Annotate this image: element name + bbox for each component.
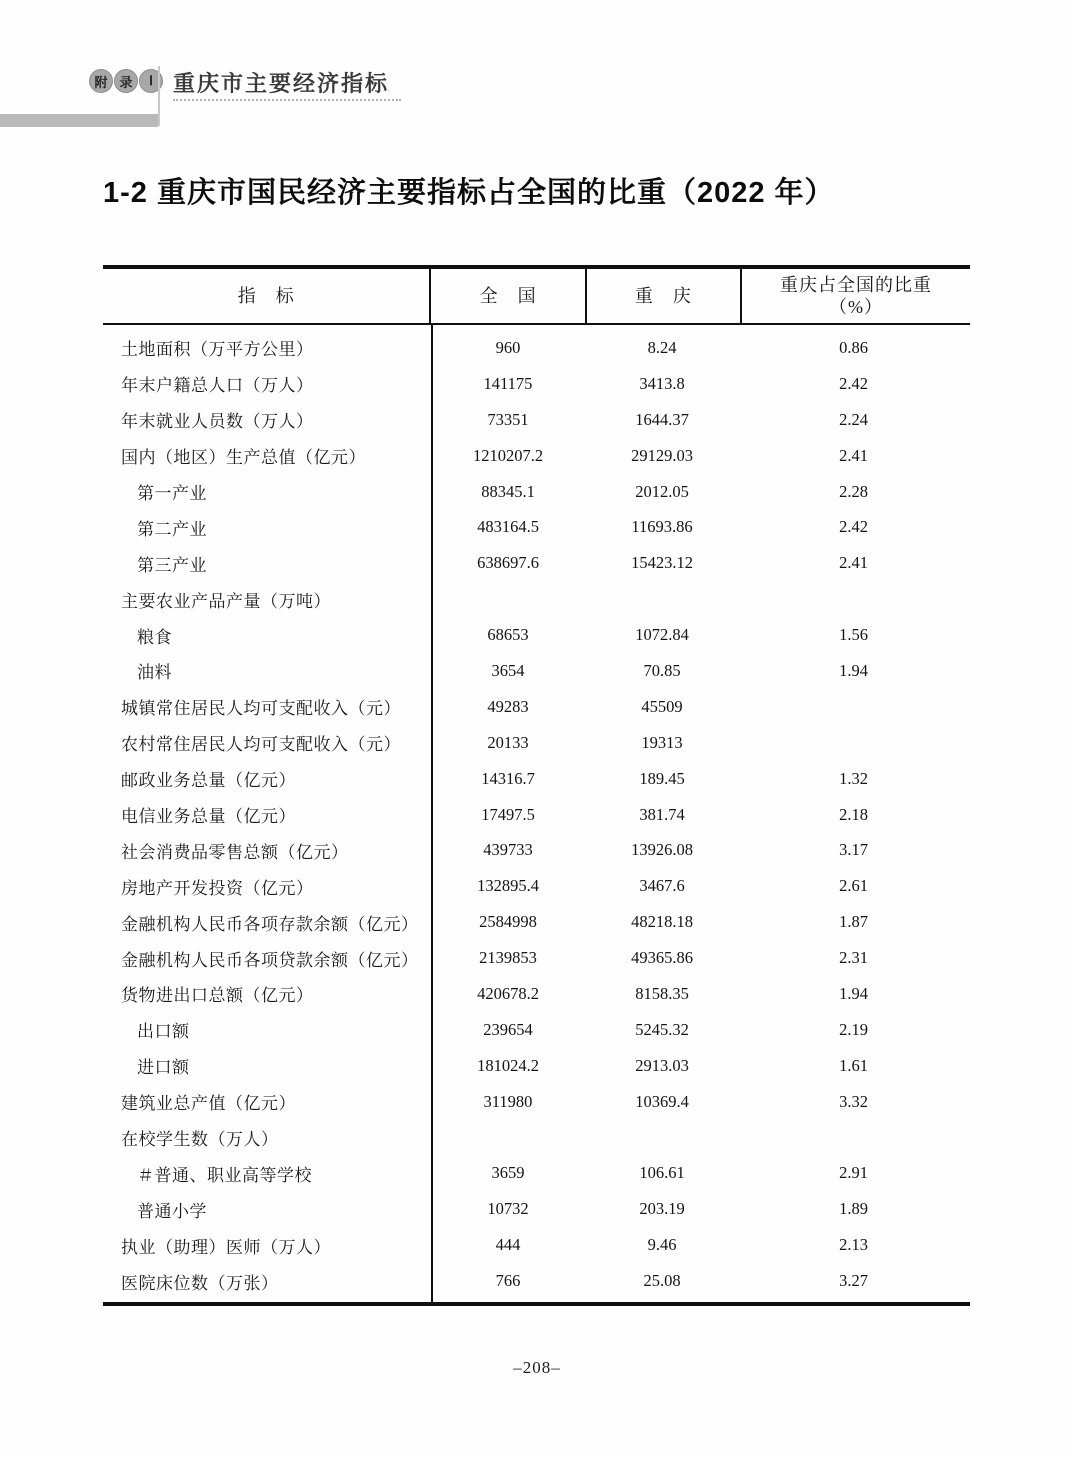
row-national-value: 1210207.2 [472, 445, 544, 465]
row-national-value: 68653 [487, 625, 529, 645]
row-national-value: 3654 [491, 660, 525, 680]
row-chongqing-value: 15423.12 [631, 553, 693, 573]
row-share-value: 2.13 [839, 1235, 868, 1255]
row-national-value: 49283 [487, 696, 529, 716]
column-header-label: 重 庆 [634, 285, 692, 306]
table-row [103, 653, 970, 689]
badge-circle-icon: 附 [89, 69, 113, 93]
row-indicator-label: 执业（助理）医师（万人） [121, 1237, 331, 1257]
table-body-divider [431, 325, 433, 1302]
row-chongqing-value: 189.45 [639, 768, 685, 788]
row-indicator-label: 主要农业产品产量（万吨） [121, 591, 331, 611]
row-national-value: 420678.2 [477, 983, 539, 1003]
row-share-value: 2.42 [839, 373, 868, 393]
row-chongqing-value: 9.46 [647, 1235, 677, 1255]
table-row [103, 1191, 970, 1227]
row-national-value: 960 [495, 337, 521, 357]
row-national-value: 3659 [491, 1163, 525, 1183]
row-national-value: 141175 [483, 373, 533, 393]
row-indicator-label: 国内（地区）生产总值（亿元） [121, 448, 366, 468]
row-chongqing-value: 203.19 [639, 1199, 685, 1219]
row-chongqing-value: 8158.35 [635, 983, 689, 1003]
row-national-value: 483164.5 [477, 517, 539, 537]
row-indicator-label: 电信业务总量（亿元） [121, 807, 296, 827]
table-row [103, 940, 970, 976]
row-chongqing-value: 70.85 [643, 660, 681, 680]
column-header-label: 指 标 [237, 285, 295, 306]
row-share-value: 2.42 [839, 517, 868, 537]
row-indicator-label: 年末户籍总人口（万人） [121, 376, 314, 396]
row-indicator-label: 金融机构人民币各项存款余额（亿元） [121, 914, 419, 934]
row-share-value: 1.94 [839, 660, 868, 680]
row-indicator-label: 建筑业总产值（亿元） [121, 1094, 296, 1114]
row-share-value: 2.41 [839, 445, 868, 465]
row-indicator-label: 在校学生数（万人） [121, 1130, 279, 1150]
row-chongqing-value: 13926.08 [631, 840, 693, 860]
row-national-value: 239654 [483, 1019, 533, 1039]
row-share-value: 1.56 [839, 625, 868, 645]
row-national-value: 181024.2 [477, 1055, 539, 1075]
row-indicator-label: 医院床位数（万张） [121, 1273, 279, 1293]
table-row [103, 1155, 970, 1191]
row-indicator-label: 土地面积（万平方公里） [121, 340, 314, 360]
row-chongqing-value: 5245.32 [635, 1019, 689, 1039]
row-national-value: 10732 [487, 1199, 529, 1219]
row-national-value: 311980 [483, 1091, 533, 1111]
row-share-value: 1.87 [839, 912, 868, 932]
row-chongqing-value: 2012.05 [635, 481, 689, 501]
row-share-value: 2.24 [839, 409, 868, 429]
page-number: –208– [513, 1358, 561, 1377]
row-chongqing-value: 3467.6 [639, 876, 685, 896]
row-indicator-label: 农村常住居民人均可支配收入（元） [121, 735, 401, 755]
table-row [103, 725, 970, 761]
row-chongqing-value: 19313 [641, 732, 683, 752]
column-header-chongqing [587, 269, 742, 323]
table-row [103, 617, 970, 653]
section-title: 重庆市主要经济指标 [173, 71, 390, 96]
row-indicator-label: 社会消费品零售总额（亿元） [121, 842, 349, 862]
column-header-national [431, 269, 586, 323]
row-share-value: 2.19 [839, 1019, 868, 1039]
table-row [103, 1227, 970, 1263]
row-indicator-label: 货物进出口总额（亿元） [121, 986, 314, 1006]
table-row [103, 976, 970, 1012]
row-national-value: 17497.5 [481, 804, 535, 824]
row-chongqing-value: 45509 [641, 696, 683, 716]
row-chongqing-value: 2913.03 [635, 1055, 689, 1075]
row-share-value: 1.89 [839, 1199, 868, 1219]
row-indicator-label: 进口额 [137, 1058, 190, 1078]
row-indicator-label: 第一产业 [137, 484, 207, 503]
section-title-underline [173, 99, 401, 101]
table-row [103, 1120, 970, 1156]
row-indicator-label: 城镇常住居民人均可支配收入（元） [121, 699, 401, 719]
row-share-value: 2.18 [839, 804, 868, 824]
row-national-value: 638697.6 [477, 553, 539, 573]
page-title: 1-2 重庆市国民经济主要指标占全国的比重（2022 年） [103, 177, 835, 209]
row-chongqing-value: 25.08 [643, 1271, 681, 1291]
table-row [103, 797, 970, 833]
table-row [103, 1048, 970, 1084]
row-national-value: 132895.4 [477, 876, 539, 896]
row-chongqing-value: 49365.86 [631, 948, 693, 968]
row-chongqing-value: 10369.4 [635, 1091, 689, 1111]
table-body [103, 325, 970, 1302]
row-share-value: 2.91 [839, 1163, 868, 1183]
table-row [103, 545, 970, 581]
row-chongqing-value: 3413.8 [639, 373, 685, 393]
table-row [103, 1012, 970, 1048]
table-row [103, 438, 970, 474]
row-indicator-label: 出口额 [137, 1022, 190, 1042]
column-header-label: （%） [829, 297, 884, 317]
statistics-table [103, 265, 970, 1306]
row-chongqing-value: 48218.18 [631, 912, 693, 932]
badge-circle-icon: Ⅰ [139, 69, 163, 93]
row-indicator-label: 金融机构人民币各项贷款余额（亿元） [121, 950, 419, 970]
row-indicator-label: 油料 [137, 663, 172, 683]
row-chongqing-value: 381.74 [639, 804, 685, 824]
row-national-value: 439733 [483, 840, 533, 860]
row-national-value: 2584998 [479, 912, 537, 932]
table-row [103, 366, 970, 402]
header-gray-bar [0, 114, 158, 127]
row-chongqing-value: 1072.84 [635, 625, 689, 645]
table-row [103, 904, 970, 940]
column-header-label: 重庆占全国的比重 [780, 274, 933, 295]
table-row [103, 581, 970, 617]
row-share-value: 1.32 [839, 768, 868, 788]
table-header-row [103, 269, 970, 325]
row-share-value: 3.32 [839, 1091, 868, 1111]
table-row [103, 868, 970, 904]
badge-circle-icon: 录 [114, 69, 138, 93]
column-header-label: 全 国 [479, 285, 537, 306]
column-header-indicator [103, 269, 431, 323]
row-chongqing-value: 8.24 [647, 337, 677, 357]
row-indicator-label: 普通小学 [137, 1201, 207, 1221]
row-indicator-label: 年末就业人员数（万人） [121, 412, 314, 432]
row-national-value: 444 [495, 1235, 521, 1255]
table-row [103, 330, 970, 366]
row-indicator-label: ＃普通、职业高等学校 [137, 1165, 312, 1185]
column-header-share [742, 269, 970, 323]
appendix-badge [89, 69, 163, 93]
table-row [103, 474, 970, 510]
row-share-value: 1.94 [839, 983, 868, 1003]
table-row [103, 402, 970, 438]
row-national-value: 2139853 [479, 948, 537, 968]
header-divider [158, 66, 160, 126]
table-row [103, 689, 970, 725]
table-row [103, 832, 970, 868]
table-row [103, 1263, 970, 1299]
row-chongqing-value: 106.61 [639, 1163, 685, 1183]
table-row [103, 1084, 970, 1120]
row-share-value: 0.86 [839, 337, 868, 357]
table-row [103, 761, 970, 797]
row-indicator-label: 第二产业 [137, 519, 207, 539]
row-share-value: 2.41 [839, 553, 868, 573]
row-share-value: 2.61 [839, 876, 868, 896]
row-national-value: 88345.1 [481, 481, 535, 501]
row-national-value: 14316.7 [481, 768, 535, 788]
table-row [103, 509, 970, 545]
row-chongqing-value: 29129.03 [631, 445, 693, 465]
row-chongqing-value: 1644.37 [635, 409, 689, 429]
row-indicator-label: 粮食 [137, 627, 172, 647]
row-share-value: 3.17 [839, 840, 868, 860]
row-share-value: 3.27 [839, 1271, 868, 1291]
row-national-value: 766 [495, 1271, 521, 1291]
row-indicator-label: 房地产开发投资（亿元） [121, 878, 314, 898]
row-indicator-label: 邮政业务总量（亿元） [121, 771, 296, 791]
row-share-value: 1.61 [839, 1055, 868, 1075]
row-share-value: 2.28 [839, 481, 868, 501]
row-share-value: 2.31 [839, 948, 868, 968]
row-national-value: 20133 [487, 732, 529, 752]
row-chongqing-value: 11693.86 [631, 517, 693, 537]
row-indicator-label: 第三产业 [137, 555, 207, 575]
page-header [0, 66, 1074, 132]
row-national-value: 73351 [487, 409, 529, 429]
